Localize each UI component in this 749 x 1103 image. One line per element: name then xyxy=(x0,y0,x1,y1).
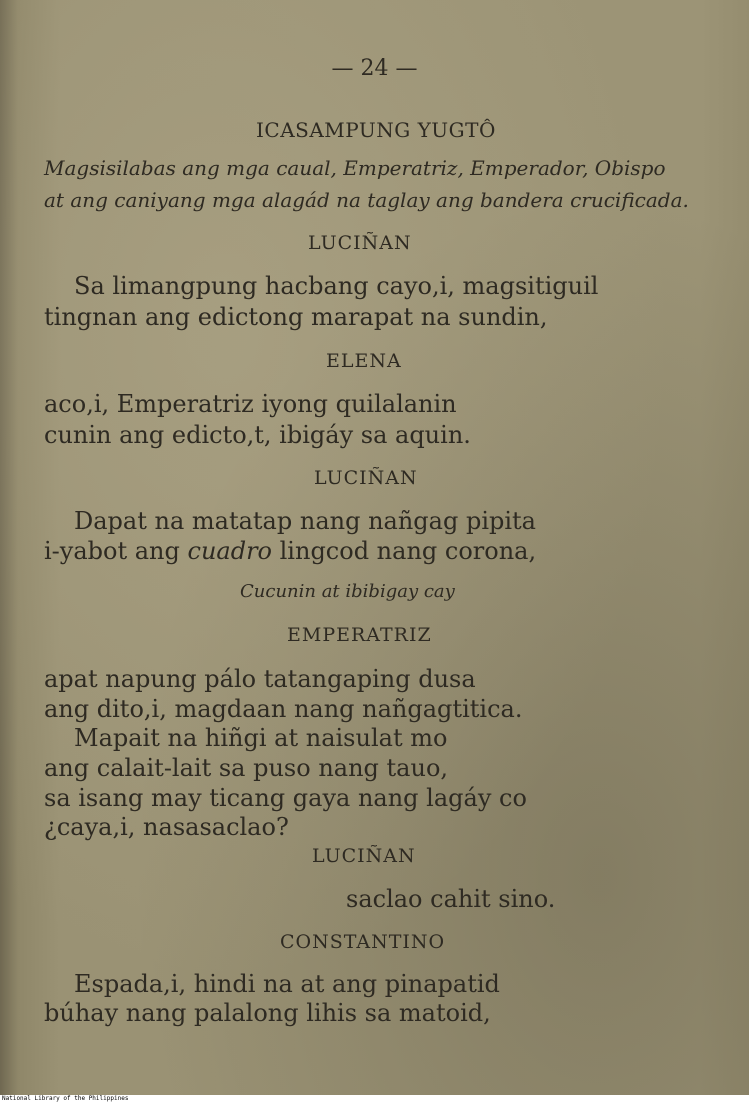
verse-line: búhay nang palalong lihis sa matoid, xyxy=(44,999,491,1027)
verse-line: ¿caya,i, nasasaclao? xyxy=(44,813,289,841)
verse-line: apat napung pálo tatangaping dusa xyxy=(44,665,476,693)
verse-line: tingnan ang edictong marapat na sundin, xyxy=(44,303,548,331)
chapter-heading: ICASAMPUNG YUGTÔ xyxy=(256,118,496,142)
verse-line: Mapait na hiñgi at naisulat mo xyxy=(74,724,448,752)
verse-line: sa isang may ticang gaya nang lagáy co xyxy=(44,784,527,812)
verse-line: Espada,i, hindi na at ang pinapatid xyxy=(74,970,500,998)
verse-line: ang dito,i, magdaan nang nañgagtitica. xyxy=(44,695,523,723)
stage-direction-line-1: Magsisilabas ang mga caual, Emperatriz, Emperador, Obispo xyxy=(44,156,666,180)
verse-line: saclao cahit sino. xyxy=(346,885,556,913)
verse-italic-word: cuadro xyxy=(187,537,272,565)
verse-line: Sa limangpung hacbang cayo,i, magsitiguil xyxy=(74,272,599,300)
stage-direction-inline: Cucunin at ibibigay cay xyxy=(240,581,455,602)
verse-line xyxy=(44,539,536,563)
stage-direction-line-2: at ang caniyang mga alagád na taglay ang bandera crucificada. xyxy=(44,188,689,212)
speaker-name: LUCIÑAN xyxy=(314,467,418,489)
verse-line: cunin ang edicto,t, ibigáy sa aquin. xyxy=(44,421,471,449)
speaker-name: ELENA xyxy=(326,350,402,372)
speaker-name: LUCIÑAN xyxy=(312,845,416,867)
verse-line: Dapat na matatap nang nañgag pipita xyxy=(74,507,536,535)
verse-line: ang calait-lait sa puso nang tauo, xyxy=(44,754,449,782)
speaker-name: EMPERATRIZ xyxy=(287,624,432,646)
verse-line: aco,i, Emperatriz iyong quilalanin xyxy=(44,390,457,418)
speaker-name: LUCIÑAN xyxy=(308,232,412,254)
page-number: — 24 — xyxy=(331,56,418,81)
verse-text: i-yabot ang xyxy=(44,537,188,565)
speaker-name: CONSTANTINO xyxy=(280,931,446,953)
verse-text: lingcod nang corona, xyxy=(272,537,537,565)
library-footer: National Library of the Philippines xyxy=(0,1095,749,1103)
